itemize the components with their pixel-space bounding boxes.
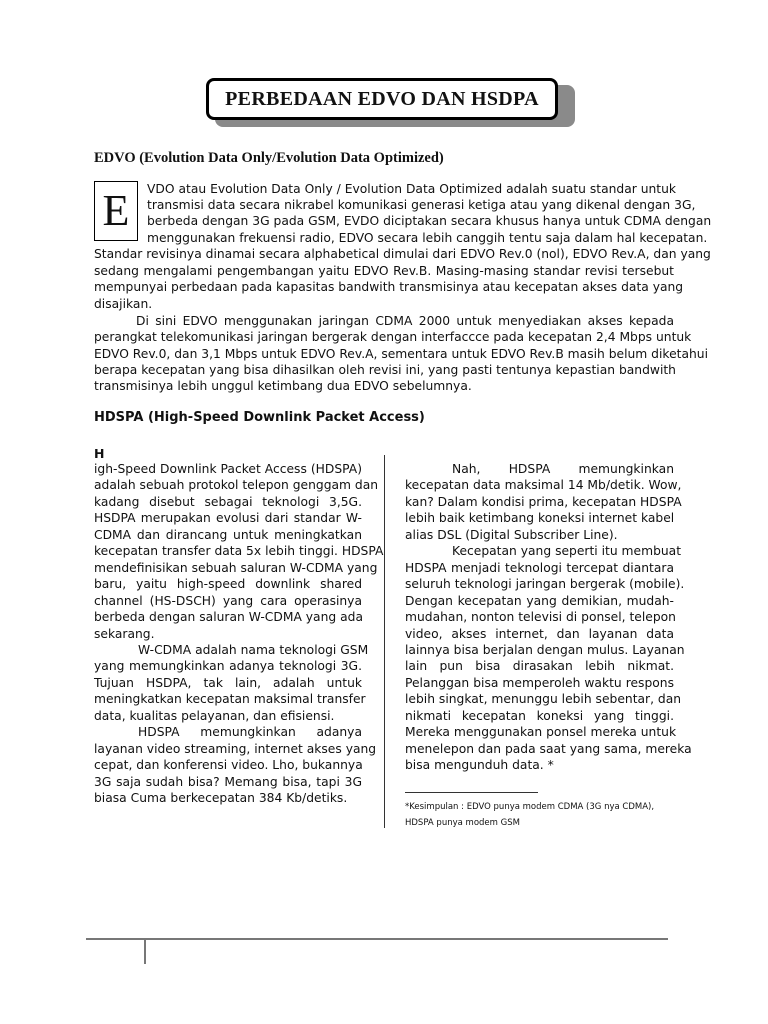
left-col-line: 3G saja sudah bisa? Memang bisa, tapi 3G bbox=[94, 774, 362, 789]
left-col-line: biasa Cuma berkecepatan 384 Kb/detiks. bbox=[94, 791, 348, 805]
edvo-line: mempunyai perbedaan pada kapasitas bandwith transmisinya atau kecepatan akses data yang bbox=[94, 280, 684, 294]
right-col-line: video, akses internet, dan layanan data bbox=[405, 626, 674, 641]
right-col-line: seluruh teknologi jaringan bergerak (mobile). bbox=[405, 577, 685, 592]
edvo-line: transmisinya lebih unggul ketimbang dua EDVO sebelumnya. bbox=[94, 379, 472, 393]
left-col-line: kadang disebut sebagai teknologi 3,5G. bbox=[94, 494, 362, 509]
edvo-line: perangkat telekomunikasi jaringan bergerak dengan interfaccce pada kecepatan 2,4 Mbps untuk bbox=[94, 330, 692, 344]
left-col-line: Tujuan HSDPA, tak lain, adalah untuk bbox=[94, 675, 362, 690]
left-col-line: channel (HS-DSCH) yang cara operasinya bbox=[94, 593, 362, 608]
edvo-line: EDVO Rev.0, dan 3,1 Mbps untuk EDVO Rev.A, sementara untuk EDVO Rev.B masih belum diketahui bbox=[94, 347, 709, 361]
left-col-line: HDSPA memungkinkan adanya bbox=[138, 725, 362, 740]
left-col-line: baru, yaitu high-speed downlink shared bbox=[94, 577, 362, 592]
left-col-line: igh-Speed Downlink Packet Access (HDSPA) bbox=[94, 462, 362, 476]
right-col-line: mudahan, nonton televisi di ponsel, telepon bbox=[405, 610, 676, 625]
edvo-line: Di sini EDVO menggunakan jaringan CDMA 2000 untuk menyediakan akses kepada bbox=[136, 314, 674, 328]
left-col-line: mendefinisikan sebuah saluran W-CDMA yang bbox=[94, 560, 378, 575]
right-col-line: lebih singkat, menunggu lebih sebentar, dan bbox=[405, 692, 682, 707]
right-col-line: lainnya bisa berjalan dengan mulus. Layanan bbox=[405, 642, 685, 657]
left-col-line: W-CDMA adalah nama teknologi GSM bbox=[138, 642, 369, 657]
left-col-line: CDMA dan dirancang untuk meningkatkan bbox=[94, 527, 362, 542]
page-title: PERBEDAAN EDVO DAN HSDPA bbox=[206, 78, 558, 120]
drop-cap: E bbox=[94, 181, 138, 241]
edvo-line: sedang mengalami pengembangan yaitu EDVO Rev.B. Masing-masing standar revisi tersebut bbox=[94, 264, 674, 278]
footnote-rule bbox=[405, 792, 538, 793]
right-col-line: menelepon dan pada saat yang sama, mereka bbox=[405, 741, 692, 756]
left-col-line: sekarang. bbox=[94, 626, 155, 641]
left-col-line: HSDPA merupakan evolusi dari standar W- bbox=[94, 511, 362, 526]
left-col-line: layanan video streaming, internet akses yang bbox=[94, 741, 377, 756]
left-col-line: yang memungkinkan adanya teknologi 3G. bbox=[94, 659, 362, 674]
left-col-line: meningkatkan kecepatan maksimal transfer bbox=[94, 692, 366, 707]
edvo-line: berbeda dengan 3G pada GSM, EVDO diciptakan secara khusus hanya untuk CDMA dengan bbox=[147, 214, 712, 228]
right-col-line: kan? Dalam kondisi prima, kecepatan HDSPA bbox=[405, 494, 682, 509]
right-col-line: lebih baik ketimbang koneksi internet kabel bbox=[405, 511, 675, 526]
right-col-line: nikmati kecepatan koneksi yang tinggi. bbox=[405, 708, 674, 723]
right-col-line: HDSPA menjadi teknologi tercepat diantara bbox=[405, 560, 674, 575]
left-col-line: adalah sebuah protokol telepon genggam dan bbox=[94, 478, 379, 493]
footnote-line: HDSPA punya modem GSM bbox=[405, 818, 520, 828]
edvo-line: berapa kecepatan yang bisa dihasilkan oleh revisi ini, yang pasti tentunya kepastian bandwith bbox=[94, 363, 676, 377]
left-col-line: kecepatan transfer data 5x lebih tinggi. HDSPA bbox=[94, 544, 384, 559]
footer-rule bbox=[86, 938, 668, 940]
right-col-line: Mereka menggunakan ponsel mereka untuk bbox=[405, 725, 677, 740]
right-col-line: kecepatan data maksimal 14 Mb/detik. Wow, bbox=[405, 478, 682, 493]
right-col-line: Pelanggan bisa memperoleh waktu respons bbox=[405, 675, 674, 690]
edvo-line: disajikan. bbox=[94, 297, 153, 311]
hsdpa-initial: H bbox=[94, 446, 105, 461]
edvo-heading: EDVO (Evolution Data Only/Evolution Data Optimized) bbox=[94, 150, 444, 166]
left-col-line: berbeda dengan saluran W-CDMA yang ada bbox=[94, 610, 363, 625]
right-col-line: lain pun bisa dirasakan lebih nikmat. bbox=[405, 659, 674, 674]
right-col-line: Kecepatan yang seperti itu membuat bbox=[452, 544, 682, 559]
edvo-line: VDO atau Evolution Data Only / Evolution Data Optimized adalah suatu standar untuk bbox=[147, 182, 677, 196]
left-col-line: data, kualitas pelayanan, dan efisiensi. bbox=[94, 708, 335, 723]
footnote-line: *Kesimpulan : EDVO punya modem CDMA (3G nya CDMA), bbox=[405, 802, 655, 812]
hsdpa-heading: HDSPA (High-Speed Downlink Packet Access) bbox=[94, 410, 425, 425]
right-col-line: alias DSL (Digital Subscriber Line). bbox=[405, 527, 618, 542]
left-col-line: cepat, dan konferensi video. Lho, bukannya bbox=[94, 758, 363, 773]
edvo-line: Standar revisinya dinamai secara alphabetical dimulai dari EDVO Rev.0 (nol), EDVO Rev.A, dan yang bbox=[94, 247, 711, 261]
edvo-line: menggunakan frekuensi radio, EDVO secara lebih canggih tentu saja dalam hal kecepatan. bbox=[147, 231, 708, 245]
right-col-line: bisa mengunduh data. * bbox=[405, 758, 554, 773]
footer-tick bbox=[144, 938, 146, 964]
right-col-line: Dengan kecepatan yang demikian, mudah- bbox=[405, 593, 674, 608]
column-divider bbox=[384, 455, 385, 828]
edvo-line: transmisi data secara nikrabel komunikasi generasi ketiga atau yang dikenal dengan 3G, bbox=[147, 198, 696, 212]
right-col-line: Nah, HDSPA memungkinkan bbox=[452, 462, 674, 476]
